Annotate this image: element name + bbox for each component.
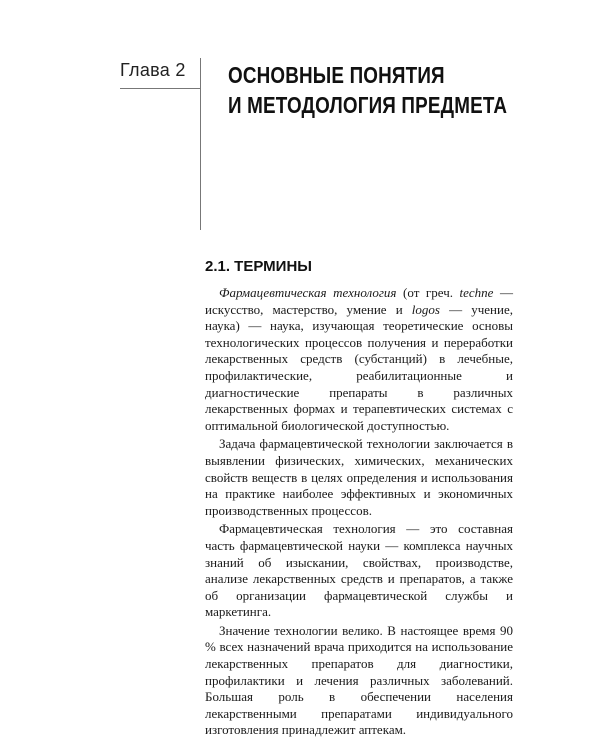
chapter-title-line-2: И МЕТОДОЛОГИЯ ПРЕДМЕТА [228,92,508,118]
paragraph-4: Значение технологии велико. В настоящее время 90 % всех назначений врача приходится на использование лекарственных препаратов для диагностики, профилактики и лечения различных заболеваний. Большая роль в обеспечении населения лекарственными препаратами индивидуального изготовления принадлежит аптекам. [205,622,513,738]
chapter-title [228,60,507,120]
term-emphasis: Фармацевтическая технология [219,285,397,300]
paragraph-1-text-c: — учение, наука) — наука, изучающая теоретические основы технологических процессов получения и переработки лекарственных средств (субстанций) в лечебные, профилактические, реабилитационные и диагностические препараты в различных лекарственных формах и терапевтических системах с оптимальной биологической доступностью. [205,301,513,433]
paragraph-3: Фармацевтическая технология — это составная часть фармацевтической науки — комплекса научных знаний об изыскании, свойствах, производстве, анализе лекарственных средств и препаратов, а также об организации фармацевтической службы и маркетинга. [205,521,513,620]
chapter-divider-horizontal [120,88,200,89]
greek-word-logos: logos [411,301,440,317]
chapter-label: Глава 2 [120,60,186,80]
section-body [205,285,513,741]
paragraph-2: Задача фармацевтической технологии заключается в выявлении физических, химических, механических свойств веществ в целях определения и использования на практике наиболее эффективных и экономичных производственных процессов. [205,436,513,518]
paragraph-1 [205,285,513,434]
paragraph-1-text-a: (от греч. [396,285,460,300]
greek-word-techne: techne [459,285,494,300]
chapter-divider-vertical [200,58,201,230]
paragraph-1-text-b: — искусство, мастерство, умение и [205,285,513,317]
section-heading: 2.1. ТЕРМИНЫ [205,258,312,275]
chapter-title-line-1: ОСНОВНЫЕ ПОНЯТИЯ [228,62,445,88]
